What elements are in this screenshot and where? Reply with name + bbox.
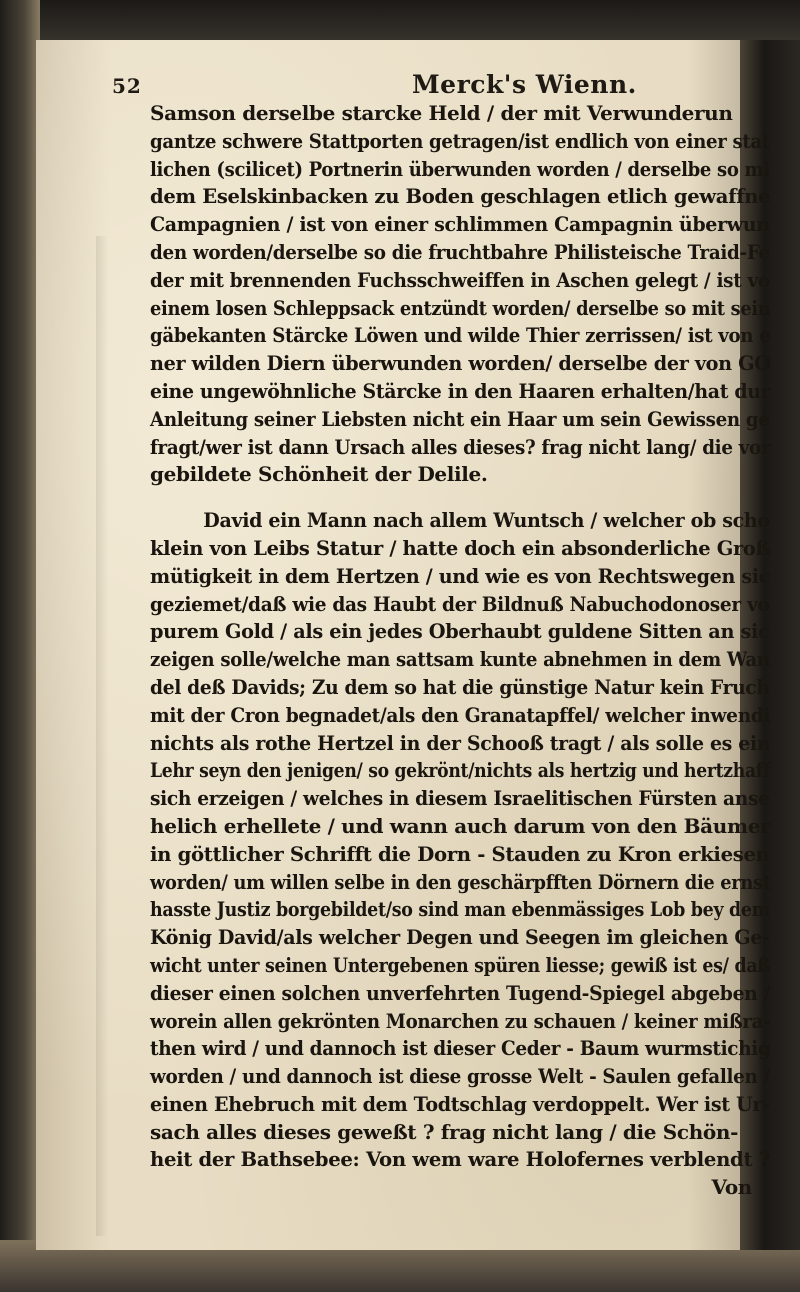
page-header: [112, 64, 732, 99]
text-line: König David/als welcher Degen und Seegen im gleichen Ge-: [150, 925, 770, 950]
catchword: Von: [711, 1175, 752, 1200]
text-line: David ein Mann nach allem Wuntsch / welcher ob scho: [203, 508, 770, 533]
text-line: zeigen solle/welche man sattsam kunte abnehmen in dem Wan: [150, 647, 770, 672]
text-line: worden/ um willen selbe in den geschärpfften Dörnern die ernst: [150, 869, 771, 894]
text-line: hasste Justiz borgebildet/so sind man ebenmässiges Lob bey dem: [150, 897, 770, 922]
text-line: sich erzeigen / welches in diesem Israelitischen Fürsten anse: [150, 786, 770, 811]
text-line: in göttlicher Schrifft die Dorn - Stauden zu Kron erkiesen: [150, 841, 770, 866]
text-line: einen Ehebruch mit dem Todtschlag verdoppelt. Wer ist Ur-: [150, 1091, 770, 1116]
text-line: dem Eselskinbacken zu Boden geschlagen etlich gewaffne: [150, 184, 771, 209]
text-line: mütigkeit in dem Hertzen / und wie es von Rechtswegen sic: [150, 563, 770, 588]
text-line: Samson derselbe starcke Held / der mit Verwunderun: [150, 101, 733, 125]
text-line: lichen (scilicet) Portnerin überwunden worden / derselbe so mi: [150, 156, 770, 181]
page-number: 52: [112, 74, 142, 98]
text-line: dieser einen solchen unverfehrten Tugend-Spiegel abgeben /: [150, 980, 771, 1005]
paragraph-samson: [150, 100, 770, 489]
text-line: gantze schwere Stattporten getragen/ist endlich von einer stat: [150, 128, 771, 153]
text-line: helich erhellete / und wann auch darum von den Bäumer: [150, 813, 771, 838]
text-line: del deß Davids; Zu dem so hat die günstige Natur kein Fruch: [150, 674, 770, 699]
text-line: fragt/wer ist dann Ursach alles dieses? frag nicht lang/ die vor: [150, 434, 771, 459]
text-line: Campagnien / ist von einer schlimmen Campagnin überwun: [150, 212, 770, 237]
text-line: gebildete Schönheit der Delile.: [150, 462, 488, 487]
text-line: then wird / und dannoch ist dieser Ceder - Baum wurmstichig: [150, 1036, 771, 1061]
text-line: wicht unter seinen Untergebenen spüren liesse; gewiß ist es/ daß: [150, 952, 771, 977]
text-line: Lehr seyn den jenigen/ so gekrönt/nichts als hertzig und hertzhaff: [150, 758, 771, 783]
text-line: heit der Bathsebee: Von wem ware Holofernes verblendt ?: [150, 1147, 770, 1172]
running-title: Merck's Wienn.: [412, 70, 637, 99]
text-line: ner wilden Diern überwunden worden/ derselbe der von GO: [150, 351, 771, 376]
text-line: der mit brennenden Fuchsschweiffen in Aschen gelegt / ist vo: [150, 267, 770, 292]
text-line: klein von Leibs Statur / hatte doch ein absonderliche Groß: [150, 535, 770, 560]
text-line: nichts als rothe Hertzel in der Schooß tragt / als solle es ein: [150, 730, 771, 755]
text-line: den worden/derselbe so die fruchtbahre Philisteische Traid-Fe: [150, 239, 770, 264]
text-line: worden / und dannoch ist diese grosse Welt - Saulen gefallen /: [150, 1064, 770, 1089]
text-line: purem Gold / als ein jedes Oberhaubt guldene Sitten an sic: [150, 619, 770, 644]
paragraph-david: [150, 507, 770, 1174]
text-line: sach alles dieses geweßt ? frag nicht lang / die Schön-: [150, 1119, 739, 1144]
text-line: Anleitung seiner Liebsten nicht ein Haar um sein Gewissen ge: [150, 406, 770, 431]
paragraph-gap: [150, 489, 770, 507]
text-line: worein allen gekrönten Monarchen zu schauen / keiner mißra-: [150, 1008, 771, 1033]
text-line: mit der Cron begnadet/als den Granatapffel/ welcher inwendi: [150, 702, 771, 727]
body-text: [150, 100, 770, 1202]
text-line: gäbekanten Stärcke Löwen und wilde Thier zerrissen/ ist von e: [150, 323, 771, 348]
text-line: geziemet/daß wie das Haubt der Bildnuß Nabuchodonoser vo: [150, 591, 770, 616]
book-left-edge: [0, 0, 40, 1292]
text-line: eine ungewöhnliche Stärcke in den Haaren erhalten/hat dur: [150, 378, 771, 403]
ink-bleed-shadow: [96, 236, 108, 1236]
text-line: einem losen Schleppsack entzündt worden/ derselbe so mit sein: [150, 295, 771, 320]
